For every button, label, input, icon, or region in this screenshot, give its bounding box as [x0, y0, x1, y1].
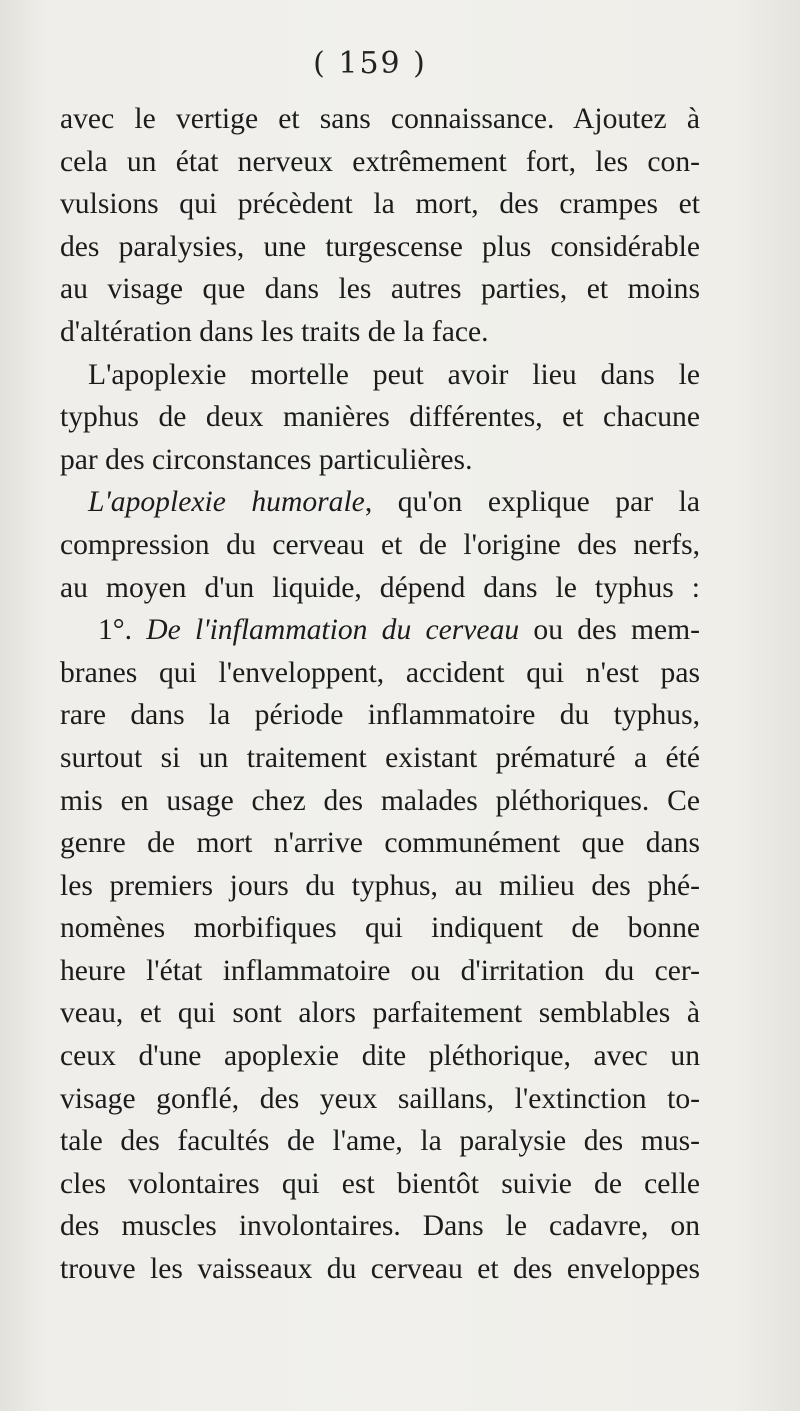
text-line: au moyen d'un liquide, dépend dans le typhus :: [60, 571, 700, 604]
text-line: rare dans la période inflammatoire du typhus,: [60, 699, 700, 732]
text-line: ceux d'une apoplexie dite pléthorique, avec un: [60, 1040, 700, 1073]
text-line: des paralysies, une turgescense plus considérable: [60, 230, 700, 263]
list-marker: 1°.: [98, 614, 147, 647]
text-line: cela un état nerveux extrêmement fort, les con-: [60, 145, 700, 178]
text-line: visage gonflé, des yeux saillans, l'extinction to-: [60, 1082, 700, 1115]
page-number: ( 159 ): [313, 46, 427, 81]
text-line: typhus de deux manières différentes, et chacune: [60, 401, 700, 434]
text-line-emphasis: [60, 609, 700, 652]
line-rest: , qu'on explique par la: [364, 486, 700, 519]
italic-phrase: L'apoplexie humorale: [88, 486, 365, 519]
text-line: d'altération dans les traits de la face.: [60, 315, 489, 348]
text-line: compression du cerveau et de l'origine des nerfs,: [60, 528, 700, 561]
text-line: branes qui l'enveloppent, accident qui n'est pas: [60, 656, 700, 689]
italic-phrase: De l'inflammation du cerveau: [146, 614, 520, 647]
text-line: cles volontaires qui est bientôt suivie de celle: [60, 1167, 700, 1200]
text-line: surtout si un traitement existant prématuré a été: [60, 741, 700, 774]
text-line: par des circonstances particulières.: [60, 443, 473, 476]
text-line: les premiers jours du typhus, au milieu des phé-: [60, 869, 700, 902]
text-line: heure l'état inflammatoire ou d'irritation du cer-: [60, 954, 700, 987]
text-line: vulsions qui précèdent la mort, des crampes et: [60, 188, 700, 221]
text-line: avec le vertige et sans connaissance. Ajoutez à: [60, 103, 700, 135]
text-line: trouve les vaisseaux du cerveau et des enveloppes: [60, 1253, 700, 1286]
text-line: mis en usage chez des malades pléthoriques. Ce: [60, 784, 700, 817]
text-line: nomènes morbifiques qui indiquent de bonne: [60, 912, 700, 945]
text-line: des muscles involontaires. Dans le cadavre, on: [60, 1210, 700, 1243]
text-line: veau, et qui sont alors parfaitement semblables à: [60, 997, 700, 1030]
text-line: L'apoplexie mortelle peut avoir lieu dans le: [88, 358, 700, 391]
line-rest: ou des mem-: [519, 614, 700, 647]
text-line-emphasis: [60, 481, 700, 524]
text-line: au visage que dans les autres parties, et moins: [60, 273, 700, 306]
body-text: [60, 98, 700, 1291]
text-line: tale des facultés de l'ame, la paralysie des mus-: [60, 1125, 700, 1158]
text-line: genre de mort n'arrive communément que dans: [60, 827, 700, 860]
